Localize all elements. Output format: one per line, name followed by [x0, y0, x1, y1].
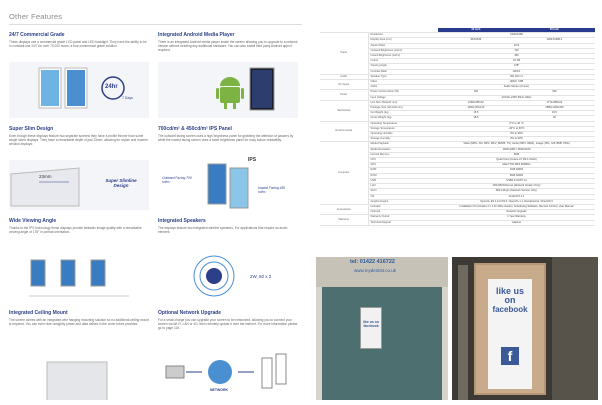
- spec-value: 0% to 90%: [438, 137, 595, 142]
- feature-text: The screen comes with an integrated wire hanging mounting solution so no additional ceiling mount is required. You can even hide unsightly power and data cables in the cover tubes provided.: [9, 318, 149, 327]
- slim-design-illustration: [9, 160, 149, 210]
- spec-body: [320, 33, 595, 226]
- spec-value: 40: [514, 116, 595, 121]
- spec-row-label: Resolution: [368, 33, 438, 38]
- facebook-icon: f: [501, 347, 519, 365]
- feature-ips-panel: [158, 126, 298, 142]
- spec-value: 0% to 90%: [438, 132, 595, 137]
- shop-web-sign: www.mydentist.co.uk: [354, 268, 397, 273]
- network-label: NETWORK: [210, 388, 229, 392]
- spec-value: 120: [438, 90, 514, 95]
- feature-title: Wide Viewing Angle: [9, 218, 57, 224]
- facebook-poster: [488, 279, 532, 389]
- spec-value: 1 Year Warranty: [438, 215, 595, 220]
- spec-value: 802.11b/g/n (Network Version Only): [438, 189, 595, 194]
- ceiling-mount-illustration: [9, 352, 149, 400]
- viewing-angle-illustration: [9, 250, 149, 306]
- spec-value: Video (MPG, AVI, MP4, MKV, RMVB, TS), Audio (MP3, WMA), Image (JPG, GIF, BMP, PNG): [438, 142, 595, 147]
- slimline-caption: Super Slimline Design: [105, 178, 137, 188]
- spec-row-label: RAM: [368, 168, 438, 173]
- spec-row-label: Package Size (WxHxD mm): [368, 106, 438, 111]
- poster-text-line1: like us: [495, 286, 524, 296]
- spec-group-label: Accessories: [320, 204, 368, 214]
- commercial-grade-illustration: [9, 62, 149, 118]
- poster-text-line2: on: [504, 295, 516, 305]
- spec-value: AC100~240V 50Hz~60Hz: [438, 95, 595, 100]
- feature-speakers: [158, 218, 298, 234]
- spec-row-label: Audio: [368, 85, 438, 90]
- spec-value: Audio Stereo (2 Inner): [438, 85, 595, 90]
- feature-title: Super Slim Design: [9, 126, 54, 132]
- photo-window-closeup: [452, 257, 598, 400]
- feature-text: The displays feature two integrated slimline speakers. For applications that require an audio element.: [158, 226, 288, 235]
- spec-value: OpenGL ES 1.1/2.0/3.0, OpenVG 1.1, Renderscript, DirectX9.3: [438, 199, 595, 204]
- ips-logo: IPS: [248, 157, 257, 163]
- spec-value: 450: [438, 54, 595, 59]
- spec-value: 8GB: [438, 152, 595, 157]
- spec-value: 2GB DDR3: [438, 168, 595, 173]
- spec-value: 1200:1: [438, 69, 595, 74]
- spec-row-label: Unit Size (WxHxD mm): [368, 100, 438, 105]
- spec-row-label: CPU: [368, 158, 438, 163]
- spec-row-label: Contrast Ratio: [368, 69, 438, 74]
- spec-row-label: Warranty Period: [368, 215, 438, 220]
- feature-title: Integrated Android Media Player: [158, 32, 235, 38]
- spec-value: Quad Core (Cortex-A7 R3-1.6GHz): [438, 158, 595, 163]
- android-robot-icon: [158, 62, 298, 118]
- title-divider: [9, 24, 302, 25]
- spec-row-label: Storage Temperature: [368, 126, 438, 131]
- spec-value: Network Upgrade: [438, 210, 595, 215]
- feature-text: For a small charge you can upgrade your screen to be networked, allowing you to connect your screen via Wi-Fi, LAN or 4G, then remotely update it over the internet. For more information please go to page 115.: [158, 318, 298, 331]
- spec-value: 98.8x536: [438, 38, 514, 43]
- spec-row-label: OS: [368, 194, 438, 199]
- spec-value: 16.7M: [438, 59, 595, 64]
- spec-group-label: Computer: [320, 142, 368, 204]
- spec-row-label: Storage Humidity: [368, 137, 438, 142]
- spec-value: 1084x455x22: [438, 100, 514, 105]
- spec-row-label: GPU: [368, 163, 438, 168]
- spec-value: 190: [514, 90, 595, 95]
- feature-title: Optional Network Upgrade: [158, 310, 222, 316]
- spec-row-label: Colour: [368, 59, 438, 64]
- speaker-spec-label: 2W, 50 x 2: [250, 274, 272, 279]
- window-frame-left: [458, 265, 468, 400]
- feature-viewing-angle: [9, 218, 149, 234]
- spec-row-label: Net Weight (kg): [368, 111, 438, 116]
- feature-ceiling-mount: [9, 310, 149, 326]
- feature-network-upgrade: [158, 310, 298, 330]
- spec-row-label: Media Resolution: [368, 147, 438, 152]
- spec-row-label: Video: [368, 80, 438, 85]
- window-display-screen: [360, 307, 382, 349]
- spec-value: 1920x1080: [438, 33, 595, 38]
- spec-row-label: LAN: [368, 184, 438, 189]
- feature-title: 700cd/m² & 450cd/m² IPS Panel: [158, 126, 232, 132]
- spec-row-label: Outward Brightness (cd/m²): [368, 48, 438, 53]
- spec-value: 1771x680x23: [514, 100, 595, 105]
- spec-value: HDMI, USB: [438, 80, 595, 85]
- spec-row-label: Operating Temperature: [368, 121, 438, 126]
- spec-row-label: Gross Weight (kg): [368, 116, 438, 121]
- spec-group-label: Panel: [320, 33, 368, 75]
- feature-text: The outward facing screen uses a high brightness panel for grabbing the attention of passers by while the inward facing screen uses a lower brightness panel for easy indoor readability.: [158, 134, 294, 143]
- spec-value: 1209.6x680.4: [514, 38, 595, 43]
- feature-title: 24/7 Commercial Grade: [9, 32, 65, 38]
- spec-row-label: Optional: [368, 210, 438, 215]
- spec-row-label: Aspect Ratio: [368, 43, 438, 48]
- shop-phone-sign: tel: 01422 416722: [350, 259, 395, 265]
- spec-value: Mali-T760 MP4 600MHz: [438, 163, 595, 168]
- spec-value: 16:9: [438, 43, 595, 48]
- feature-text: Even though these displays feature two separate screens they have a profile thinner than some single sided displays. They have a remarkable depth of just 23mm, allowing for stylish and modern window displays.: [9, 134, 148, 147]
- 24hr-badge-label: 24hr: [105, 84, 118, 90]
- spec-group-label: Environmental: [320, 121, 368, 142]
- spec-table: [320, 28, 595, 226]
- spec-row-label: Viewing Angle: [368, 64, 438, 69]
- spec-row-label: USB: [368, 178, 438, 183]
- photo-storefront: [316, 257, 448, 400]
- days-badge-label: 7 Days: [122, 96, 133, 100]
- inward-facing-label: Inward Facing 450 cd/m²: [258, 186, 286, 194]
- spec-value: 18.5: [438, 116, 514, 121]
- spec-group-label: AV Inputs: [320, 80, 368, 90]
- spec-row-label: Display Area (mm): [368, 38, 438, 43]
- spec-group-label: Warranty: [320, 215, 368, 225]
- feature-text: There is an integrated Android media player inside the screen allowing you to upgrade to a network version without needing any additional hardware. You can also install third party Android apps if required.: [158, 40, 298, 53]
- spec-row-label: Power Consumption (W): [368, 90, 438, 95]
- background-street: [552, 257, 598, 400]
- display-pair-image: [9, 62, 149, 118]
- spec-row-label: Input Voltage: [368, 95, 438, 100]
- network-illustration: [158, 344, 298, 400]
- poster-text-line3: facebook: [492, 305, 528, 314]
- spec-value: Android 5.1.1: [438, 194, 595, 199]
- dual-screen-image: [158, 156, 298, 212]
- spec-value: 0°C to 40 °C: [438, 121, 595, 126]
- speaker-icon: [158, 246, 298, 306]
- spec-value: USB2.0 HOST x2: [438, 178, 595, 183]
- spec-value: 33.5: [514, 111, 595, 116]
- spec-row-label: Wi-Fi: [368, 189, 438, 194]
- ceiling-mount-image: [9, 352, 149, 400]
- spec-value: 1920x1080 / 3840x2160: [438, 147, 595, 152]
- spec-value: 1190x745x140: [438, 106, 514, 111]
- feature-super-slim: [9, 126, 149, 146]
- spec-value: 2W, 8Ω x 2: [438, 74, 595, 79]
- spec-value: 10/100M Ethernet (Network Version Only): [438, 184, 595, 189]
- depth-label: 23mm: [39, 174, 52, 179]
- page-title: Other Features: [9, 12, 63, 21]
- spec-row-label: Speaker Type: [368, 74, 438, 79]
- outward-facing-label: Outward Facing 700 cd/m²: [162, 176, 192, 184]
- spec-value: -20°C to 60°C: [438, 126, 595, 131]
- feature-title: Integrated Ceiling Mount: [9, 310, 68, 316]
- spec-row-label: Operating Humidity: [368, 132, 438, 137]
- spec-row-label: Media Playback: [368, 142, 438, 147]
- spec-row-label: Graphic Engine: [368, 199, 438, 204]
- spec-row-label: ROM: [368, 173, 438, 178]
- hanging-displays-image: [9, 250, 149, 306]
- spec-row-label: Included: [368, 204, 438, 209]
- shop-window: [322, 287, 442, 400]
- feature-title: Integrated Speakers: [158, 218, 206, 224]
- feature-commercial-grade: [9, 32, 149, 48]
- spec-value: 178°: [438, 64, 595, 69]
- specification-table: [320, 28, 595, 226]
- android-illustration: [158, 62, 298, 118]
- spec-row-label: Internal Memory: [368, 152, 438, 157]
- spec-header-32: 32 inch: [438, 28, 514, 33]
- feature-android-player: [158, 32, 298, 52]
- spec-group-label: Audio: [320, 74, 368, 79]
- spec-value: 700: [438, 48, 595, 53]
- feature-text: Thanks to the IPS technology these displays provide fantastic image quality with a remarkable viewing angle of 178° in portrait orientation.: [9, 226, 142, 235]
- spec-value: 1880x1100x160: [514, 106, 595, 111]
- spec-value: 8GB NAND: [438, 173, 595, 178]
- spec-value: Lifetime: [438, 220, 595, 225]
- speakers-illustration: [158, 246, 298, 306]
- spec-value: 15.5: [438, 111, 514, 116]
- spec-header-55: 55 inch: [514, 28, 595, 33]
- spec-group-label: Power: [320, 90, 368, 100]
- spec-value: Installation Kit (includes 2 x 1.5m Wire Hooks), Scheduling Software, Remote Control, User Manual: [438, 204, 595, 209]
- spec-group-label: Mechanical: [320, 100, 368, 121]
- window-display-text: like us on facebook: [362, 320, 380, 328]
- spec-row-label: Inward Brightness (cd/m²): [368, 54, 438, 59]
- feature-text: These displays use a commercial grade LCD panel and LED backlight. They have the ability to be in constant use 24/7 for over 70,000 hours; a true commercial grade solution.: [9, 40, 147, 49]
- spec-row-label: Technical Support: [368, 220, 438, 225]
- ips-illustration: [158, 156, 298, 212]
